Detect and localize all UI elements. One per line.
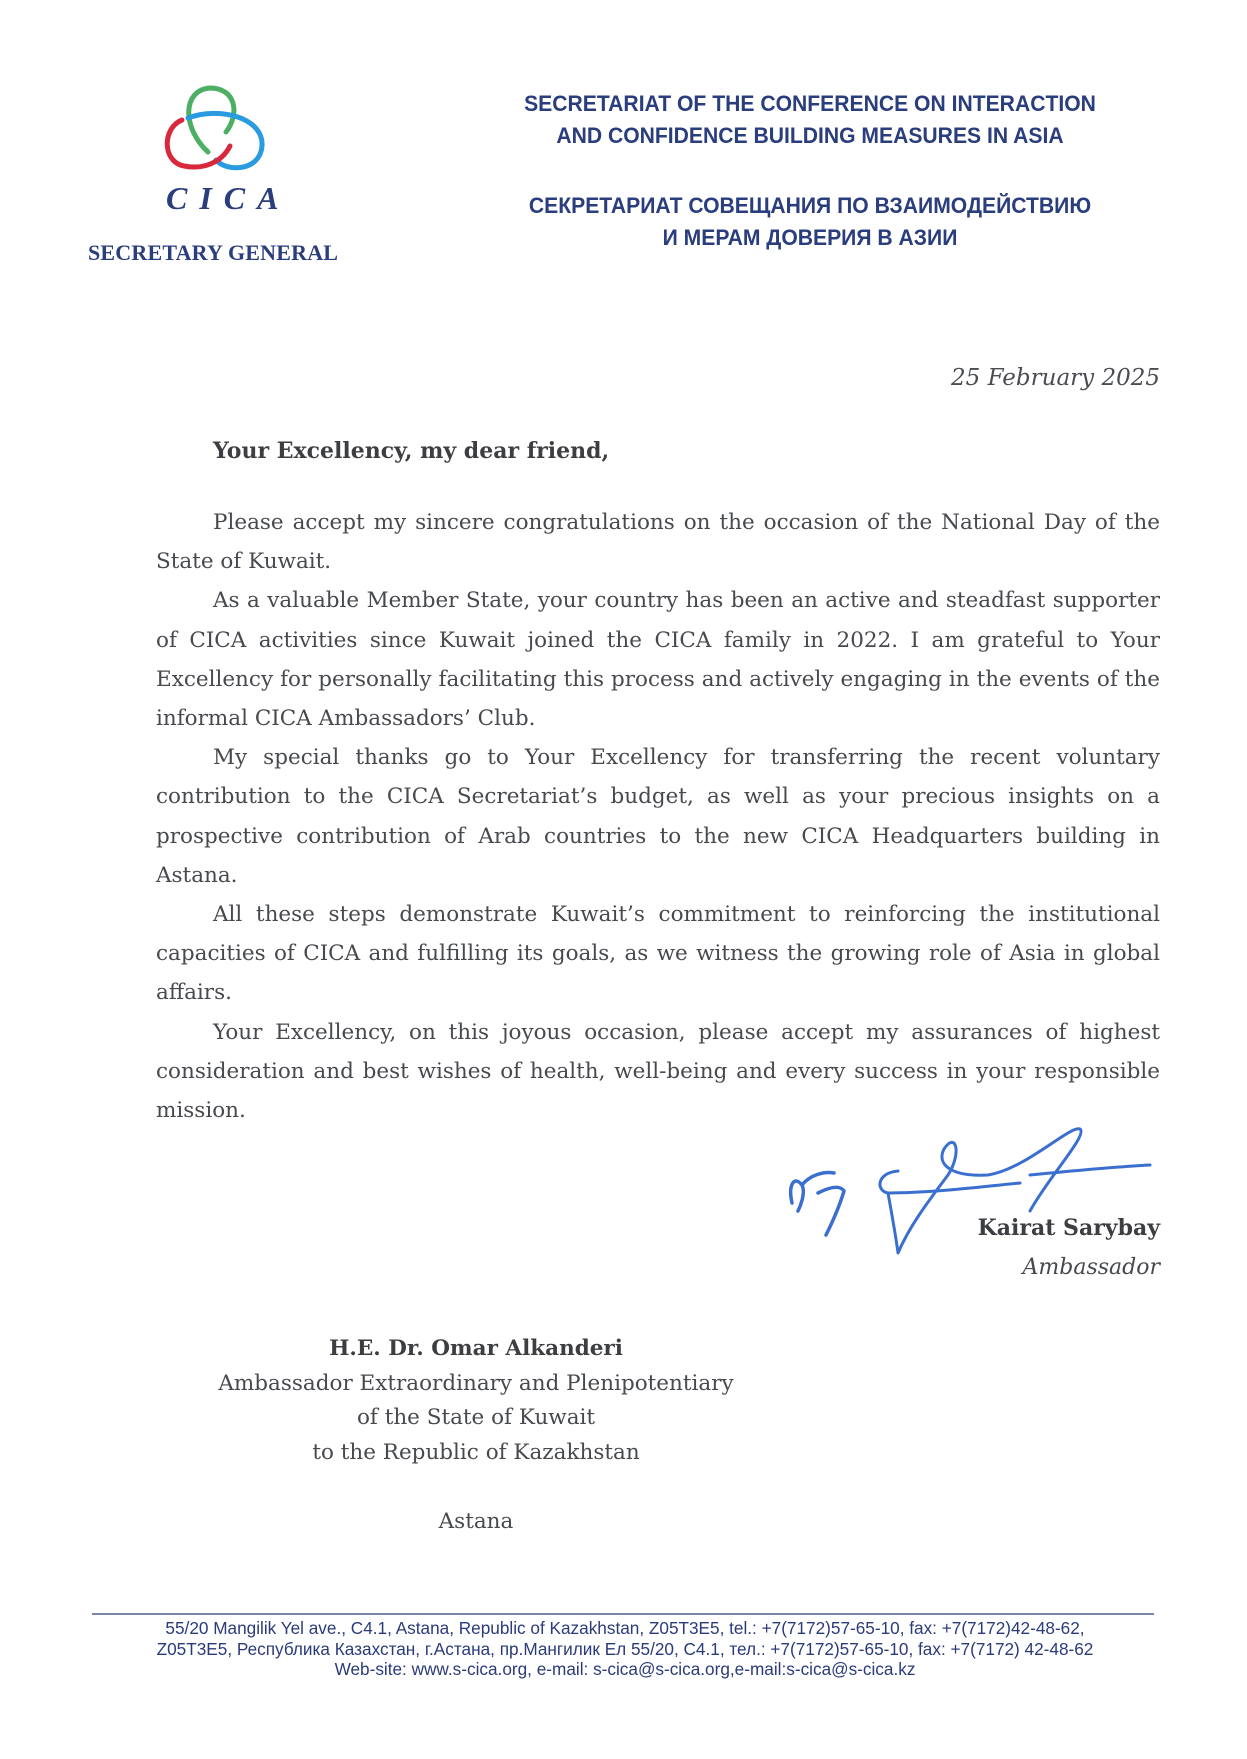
organization-line: AND CONFIDENCE BUILDING MEASURES IN ASIA	[556, 123, 1064, 148]
handwritten-signature	[780, 1115, 1160, 1265]
letter-body	[156, 503, 1160, 1130]
body-paragraph: As a valuable Member State, your country has been an active and steadfast supporter of CICA activities since Kuwait joined the CICA family in 2022. I am grateful to Your Excellency for personally facilitating this process and actively engaging in the events of the informal CICA Ambassadors’ Club.	[156, 588, 1160, 732]
signature-stroke	[802, 1173, 844, 1236]
organization-line: СЕКРЕТАРИАТ СОВЕЩАНИЯ ПО ВЗАИМОДЕЙСТВИЮ	[528, 193, 1092, 218]
body-paragraph: Please accept my sincere congratulations on the occasion of the National Day of the State of Kuwait.	[156, 510, 1160, 575]
office-title: SECRETARY GENERAL	[88, 240, 339, 265]
footer-divider	[92, 1613, 1154, 1615]
salutation: Your Excellency, my dear friend,	[213, 438, 610, 464]
signer-name: Kairat Sarybay	[977, 1215, 1160, 1241]
organization-name-english	[455, 88, 1165, 152]
footer-web-email[interactable]: Web-site: www.s-cica.org, e-mail: s-cica@s-cica.org,e-mail:s-cica@s-cica.kz	[334, 1659, 916, 1679]
letter-date: 25 February 2025	[951, 365, 1160, 391]
logo-wordmark: CICA	[166, 180, 291, 216]
logo-green-ring	[189, 88, 234, 152]
body-paragraph: My special thanks go to Your Excellency for transferring the recent voluntary contribution to the CICA Secretariat’s budget, as well as your precious insights on a prospective contribution of Arab countries to the new CICA Headquarters building in Astana.	[156, 745, 1160, 888]
footer-address-english: 55/20 Mangilik Yel ave., C4.1, Astana, Republic of Kazakhstan, Z05T3E5, tel.: +7(7172)57-65-10, fax: +7(7172)42-48-62,	[165, 1618, 1085, 1638]
recipient-title-line: Ambassador Extraordinary and Plenipotentiary	[218, 1370, 734, 1396]
organization-line: И МЕРАМ ДОВЕРИЯ В АЗИИ	[662, 225, 958, 250]
body-paragraph: Your Excellency, on this joyous occasion, please accept my assurances of highest consideration and best wishes of health, well-being and every success in your responsible mission.	[156, 1019, 1160, 1124]
organization-line: SECRETARIAT OF THE CONFERENCE ON INTERACTION	[524, 91, 1096, 116]
body-paragraph: All these steps demonstrate Kuwait’s commitment to reinforcing the institutional capacities of CICA and fulfilling its goals, as we witness the growing role of Asia in global affairs.	[156, 902, 1160, 1006]
recipient-city: Astana	[438, 1509, 514, 1534]
organization-name-russian	[455, 190, 1165, 254]
recipient-title-line: to the Republic of Kazakhstan	[312, 1439, 640, 1465]
recipient-block	[176, 1332, 776, 1540]
recipient-name: H.E. Dr. Omar Alkanderi	[329, 1336, 623, 1361]
signer-title: Ambassador	[1022, 1255, 1160, 1280]
footer-address-russian: Z05T3E5, Республика Казахстан, г.Астана, пр.Мангилик Ел 55/20, C4.1, тел.: +7(7172)57-65-10, fax: +7(7172) 42-48-62	[156, 1638, 1094, 1659]
recipient-title-line: of the State of Kuwait	[356, 1405, 596, 1430]
footer-contacts	[80, 1618, 1170, 1680]
cica-logo-icon	[160, 84, 270, 176]
